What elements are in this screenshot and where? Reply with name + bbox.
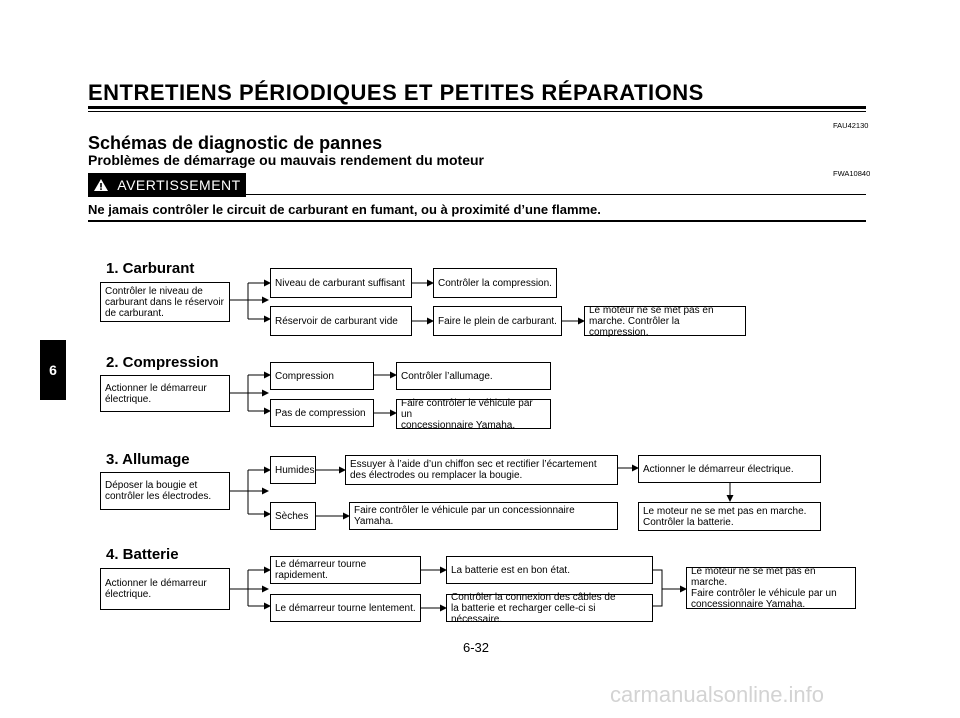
flow-box-branch-b [270,306,412,336]
flow-box-action [433,306,562,336]
flow-box-action [446,591,653,625]
diagram-title-compression: 2. Compression [106,354,219,371]
flow-box-text: Contrôler la compression. [438,277,552,289]
warning-code: FWA10840 [833,169,871,178]
flow-box-branch-b [270,594,421,622]
flow-box-result [584,306,746,336]
flow-box-text: Pas de compression [275,407,366,419]
flow-box-result [638,455,821,483]
flow-box-text: Le moteur ne se met pas en marche. Faire contrôler le véhicule par un concessionnaire Yamaha. [691,566,837,610]
chapter-side-tab: 6 [40,340,66,400]
flow-box-branch-b [270,502,316,530]
flow-box-text: Réservoir de carburant vide [275,315,398,327]
watermark: carmanualsonline.info [610,682,825,707]
flow-box-start [100,568,230,610]
flow-box-text: Actionner le démarreur électrique. [105,382,207,405]
diagram-title-carburant: 1. Carburant [106,260,195,277]
flow-box-text: La batterie est en bon état. [451,564,570,576]
flow-box-text: Actionner le démarreur électrique. [643,463,794,475]
warning-text: Ne jamais contrôler le circuit de carburant en fumant, ou à proximité d’une flamme. [88,202,601,217]
flow-box-start [100,472,230,510]
flow-box-text: Niveau de carburant suffisant [275,277,405,289]
flow-box-text: Faire le plein de carburant. [438,315,557,327]
flow-box-text: Le moteur ne se met pas en marche. Contrôler la compression. [589,304,714,338]
flow-box-result [446,556,653,584]
section-subtitle: Problèmes de démarrage ou mauvais rendement du moteur [88,152,485,168]
flow-box-result [433,268,557,298]
page-number: 6-32 [463,640,490,655]
header-rule-thin [88,111,866,112]
warning-label: AVERTISSEMENT [117,177,241,193]
flow-box-branch-a [270,456,316,484]
flow-box-text: Faire contrôler le véhicule par un concessionnaire Yamaha. [401,397,533,431]
flow-box-result [396,362,551,390]
flow-box-text: Actionner le démarreur électrique. [105,578,207,600]
flow-box-final [638,502,821,531]
flow-box-text: Compression [275,370,334,382]
flow-box-result [349,502,618,530]
warning-rule [246,194,866,195]
flow-box-branch-a [270,268,412,298]
flow-box-branch-a [270,556,421,584]
flow-box-branch-b [270,399,374,427]
warning-bottom-rule [88,220,866,222]
flow-box-text: Le moteur ne se met pas en marche. Contrôler la batterie. [643,505,807,528]
warning-badge [88,173,246,197]
flow-box-text: Le démarreur tourne rapidement. [275,559,367,581]
section-code: FAU42130 [833,121,869,130]
flow-box-text: Le démarreur tourne lentement. [275,602,416,614]
section-title: Schémas de diagnostic de pannes [88,133,383,153]
flow-box-text: Déposer la bougie et contrôler les électrodes. [105,480,212,502]
header-rule [88,106,866,109]
diagram-title-batterie: 4. Batterie [106,546,179,563]
chapter-title: ENTRETIENS PÉRIODIQUES ET PETITES RÉPARATIONS [88,80,704,105]
flow-box-start [100,282,230,322]
flow-box-start [100,375,230,412]
flow-box-text: Faire contrôler le véhicule par un concessionnaire Yamaha. [354,505,575,527]
flow-box-text: Contrôler la connexion des câbles de la batterie et recharger celle-ci si nécessaire. [451,591,616,625]
flow-box-action [345,455,618,485]
flow-box-final [686,567,856,609]
flow-box-branch-a [270,362,374,390]
flow-box-result [396,399,551,429]
flow-box-text: Essuyer à l’aide d’un chiffon sec et rectifier l’écartement des électrodes ou remplacer la bougie. [350,459,597,481]
flow-box-text: Contrôler le niveau de carburant dans le réservoir de carburant. [105,285,224,319]
flow-box-text: Contrôler l’allumage. [401,370,493,382]
flow-box-text: Humides [275,464,315,476]
diagram-title-allumage: 3. Allumage [106,451,190,468]
warning-triangle-icon [93,178,109,192]
flow-box-text: Sèches [275,510,309,522]
